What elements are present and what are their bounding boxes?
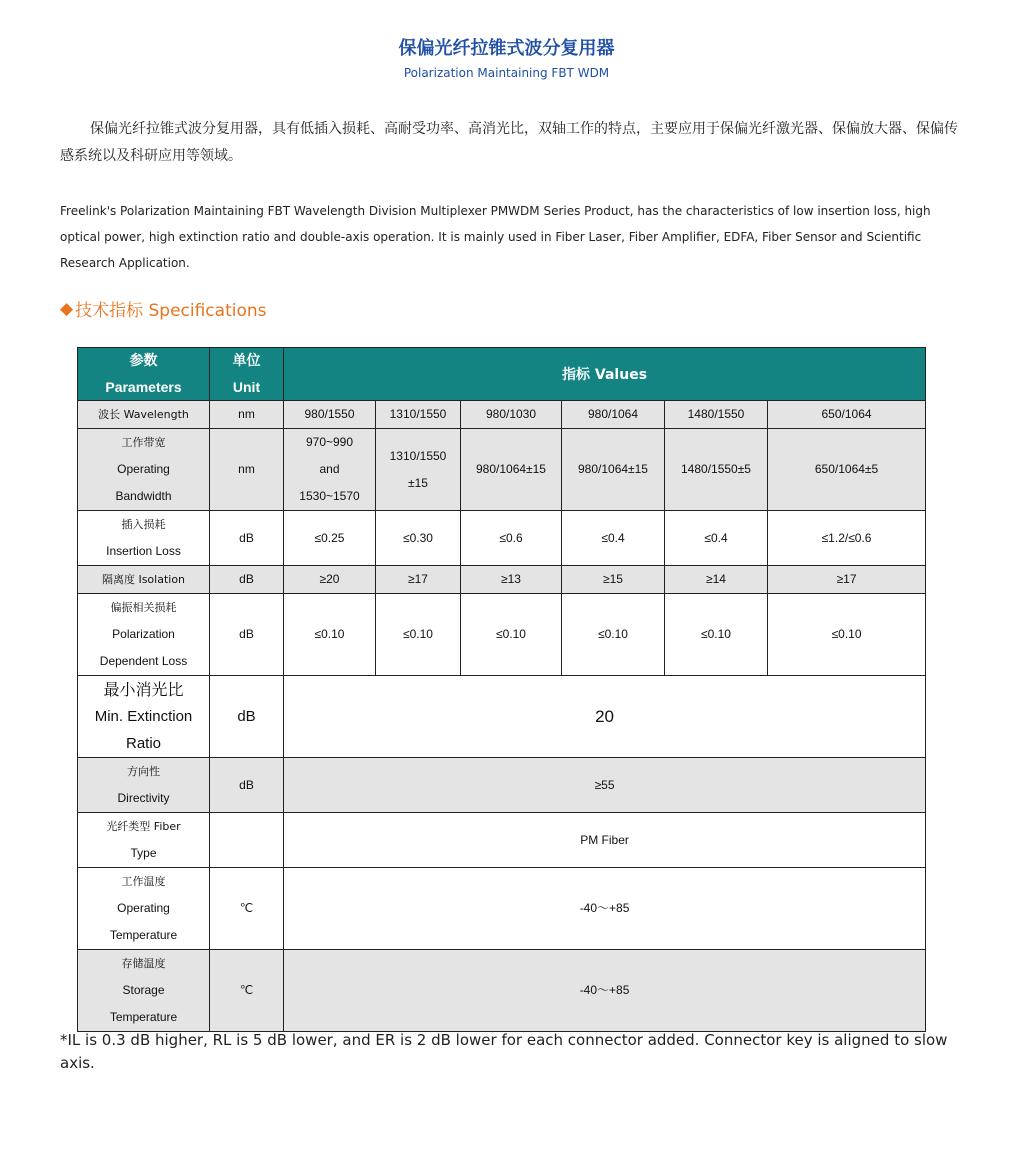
label-fiber-type-line1: 光纤类型 Fiber (106, 820, 181, 833)
unit-extinction: dB (210, 676, 284, 758)
label-pdl-en1: Polarization (112, 627, 175, 641)
value-cell: 650/1064±5 (768, 429, 926, 511)
value-line: 970~990 (305, 435, 354, 449)
label-storage-temp-en2: Temperature (109, 1010, 178, 1024)
label-pdl-cn: 偏振相关损耗 (110, 601, 177, 614)
label-storage-temp-en1: Storage (122, 983, 165, 997)
value-cell: 980/1064 (562, 401, 665, 429)
header-unit-en: Unit (232, 379, 261, 395)
header-values-text: 指标 Values (562, 366, 648, 383)
header-parameters (78, 348, 210, 401)
label-insertion-loss (78, 511, 210, 566)
label-extinction-en1: Min. Extinction (94, 708, 193, 725)
value-cell: 980/1550 (284, 401, 376, 429)
label-directivity-cn: 方向性 (127, 765, 160, 778)
label-bandwidth-en2: Bandwidth (115, 489, 172, 503)
label-directivity (78, 758, 210, 813)
value-cell: ≥13 (461, 566, 562, 594)
page-title-en: Polarization Maintaining FBT WDM (403, 66, 610, 80)
value-line: 1310/1550 (389, 448, 447, 463)
unit-fiber-type (210, 813, 284, 868)
value-cell: ≤0.10 (284, 594, 376, 676)
label-insertion-loss-en: Insertion Loss (106, 544, 181, 558)
unit-operating-temp: ℃ (210, 868, 284, 950)
value-cell: 980/1064±15 (562, 429, 665, 511)
value-cell: ≤0.6 (461, 511, 562, 566)
section-heading-specifications (60, 296, 267, 321)
intro-paragraph-en: Freelink's Polarization Maintaining FBT Wavelength Division Multiplexer PMWDM Series Product, has the characteristics of low insertion loss, high optical power, high extinction ratio and double-axis operation. It is mainly used in Fiber Laser, Fiber Amplifier, EDFA, Fiber Sensor and Scientific Research Application. (60, 204, 931, 270)
page-title-cn: 保偏光纤拉锥式波分复用器 (398, 38, 615, 59)
value-cell: 1480/1550 (665, 401, 768, 429)
value-cell: ≥15 (562, 566, 665, 594)
label-insertion-loss-cn: 插入损耗 (121, 518, 166, 531)
row-bandwidth (78, 429, 926, 511)
label-bandwidth (78, 429, 210, 511)
value-cell: ≤0.30 (376, 511, 461, 566)
row-fiber-type (78, 813, 926, 868)
label-pdl (78, 594, 210, 676)
value-cell: 1310/1550 (376, 401, 461, 429)
label-pdl-en2: Dependent Loss (99, 654, 188, 668)
value-line: and (319, 462, 340, 476)
section-heading-text: 技术指标 Specifications (75, 301, 267, 321)
value-cell: ≤0.10 (376, 594, 461, 676)
specifications-table (77, 347, 926, 1032)
value-cell (376, 429, 461, 511)
row-insertion-loss (78, 511, 926, 566)
label-extinction-cn: 最小消光比 (103, 680, 184, 699)
label-isolation: 隔离度 Isolation (78, 566, 210, 594)
value-line: 1530~1570 (299, 489, 360, 503)
value-cell: 1480/1550±5 (665, 429, 768, 511)
unit-isolation: dB (210, 566, 284, 594)
unit-wavelength: nm (210, 401, 284, 429)
row-extinction-ratio (78, 676, 926, 758)
value-cell: 980/1064±15 (461, 429, 562, 511)
value-cell: ≥14 (665, 566, 768, 594)
value-directivity: ≥55 (284, 758, 926, 813)
value-extinction: 20 (284, 676, 926, 758)
value-cell: 980/1030 (461, 401, 562, 429)
header-values (284, 348, 926, 401)
label-fiber-type (78, 813, 210, 868)
label-fiber-type-line2: Type (130, 846, 157, 860)
value-fiber-type: PM Fiber (284, 813, 926, 868)
value-cell: ≤0.10 (768, 594, 926, 676)
row-storage-temperature (78, 950, 926, 1032)
row-pdl (78, 594, 926, 676)
row-isolation (78, 566, 926, 594)
unit-storage-temp: ℃ (210, 950, 284, 1032)
row-operating-temperature (78, 868, 926, 950)
header-unit-cn: 单位 (232, 353, 261, 369)
intro-paragraph-cn: 保偏光纤拉锥式波分复用器，具有低插入损耗、高耐受功率、高消光比，双轴工作的特点，主要应用于保偏光纤激光器、保偏放大器、保偏传感系统以及科研应用等领域。 (60, 121, 958, 164)
header-unit (210, 348, 284, 401)
label-wavelength: 波长 Wavelength (78, 401, 210, 429)
row-wavelength (78, 401, 926, 429)
footnote: *IL is 0.3 dB higher, RL is 5 dB lower, and ER is 2 dB lower for each connector added. Connector key is aligned to slow axis. (60, 1031, 948, 1072)
unit-bandwidth: nm (210, 429, 284, 511)
value-cell: ≥17 (376, 566, 461, 594)
value-cell: 650/1064 (768, 401, 926, 429)
value-cell (284, 429, 376, 511)
value-cell: ≤0.4 (665, 511, 768, 566)
value-cell: ≤0.10 (562, 594, 665, 676)
value-cell: ≤0.10 (665, 594, 768, 676)
value-operating-temp: -40～+85 (284, 868, 926, 950)
value-cell: ≤0.4 (562, 511, 665, 566)
table-header-row (78, 348, 926, 401)
label-storage-temp (78, 950, 210, 1032)
label-operating-temp-en1: Operating (117, 901, 170, 915)
unit-pdl: dB (210, 594, 284, 676)
label-bandwidth-cn: 工作带宽 (121, 436, 166, 449)
label-directivity-en: Directivity (117, 791, 170, 805)
unit-directivity: dB (210, 758, 284, 813)
header-parameters-en: Parameters (105, 379, 182, 395)
value-storage-temp: -40～+85 (284, 950, 926, 1032)
label-extinction (78, 676, 210, 758)
label-operating-temp (78, 868, 210, 950)
value-cell: ≤0.25 (284, 511, 376, 566)
value-line: ±15 (408, 475, 428, 490)
value-cell: ≤0.10 (461, 594, 562, 676)
label-bandwidth-en1: Operating (117, 462, 170, 476)
unit-insertion-loss: dB (210, 511, 284, 566)
row-directivity (78, 758, 926, 813)
value-cell: ≥17 (768, 566, 926, 594)
label-operating-temp-en2: Temperature (109, 928, 178, 942)
label-extinction-en2: Ratio (125, 735, 162, 752)
value-cell: ≥20 (284, 566, 376, 594)
label-storage-temp-cn: 存储温度 (121, 957, 166, 970)
header-parameters-cn: 参数 (129, 353, 158, 369)
label-operating-temp-cn: 工作温度 (121, 875, 166, 888)
value-cell: ≤1.2/≤0.6 (768, 511, 926, 566)
diamond-icon: ◆ (60, 298, 74, 319)
